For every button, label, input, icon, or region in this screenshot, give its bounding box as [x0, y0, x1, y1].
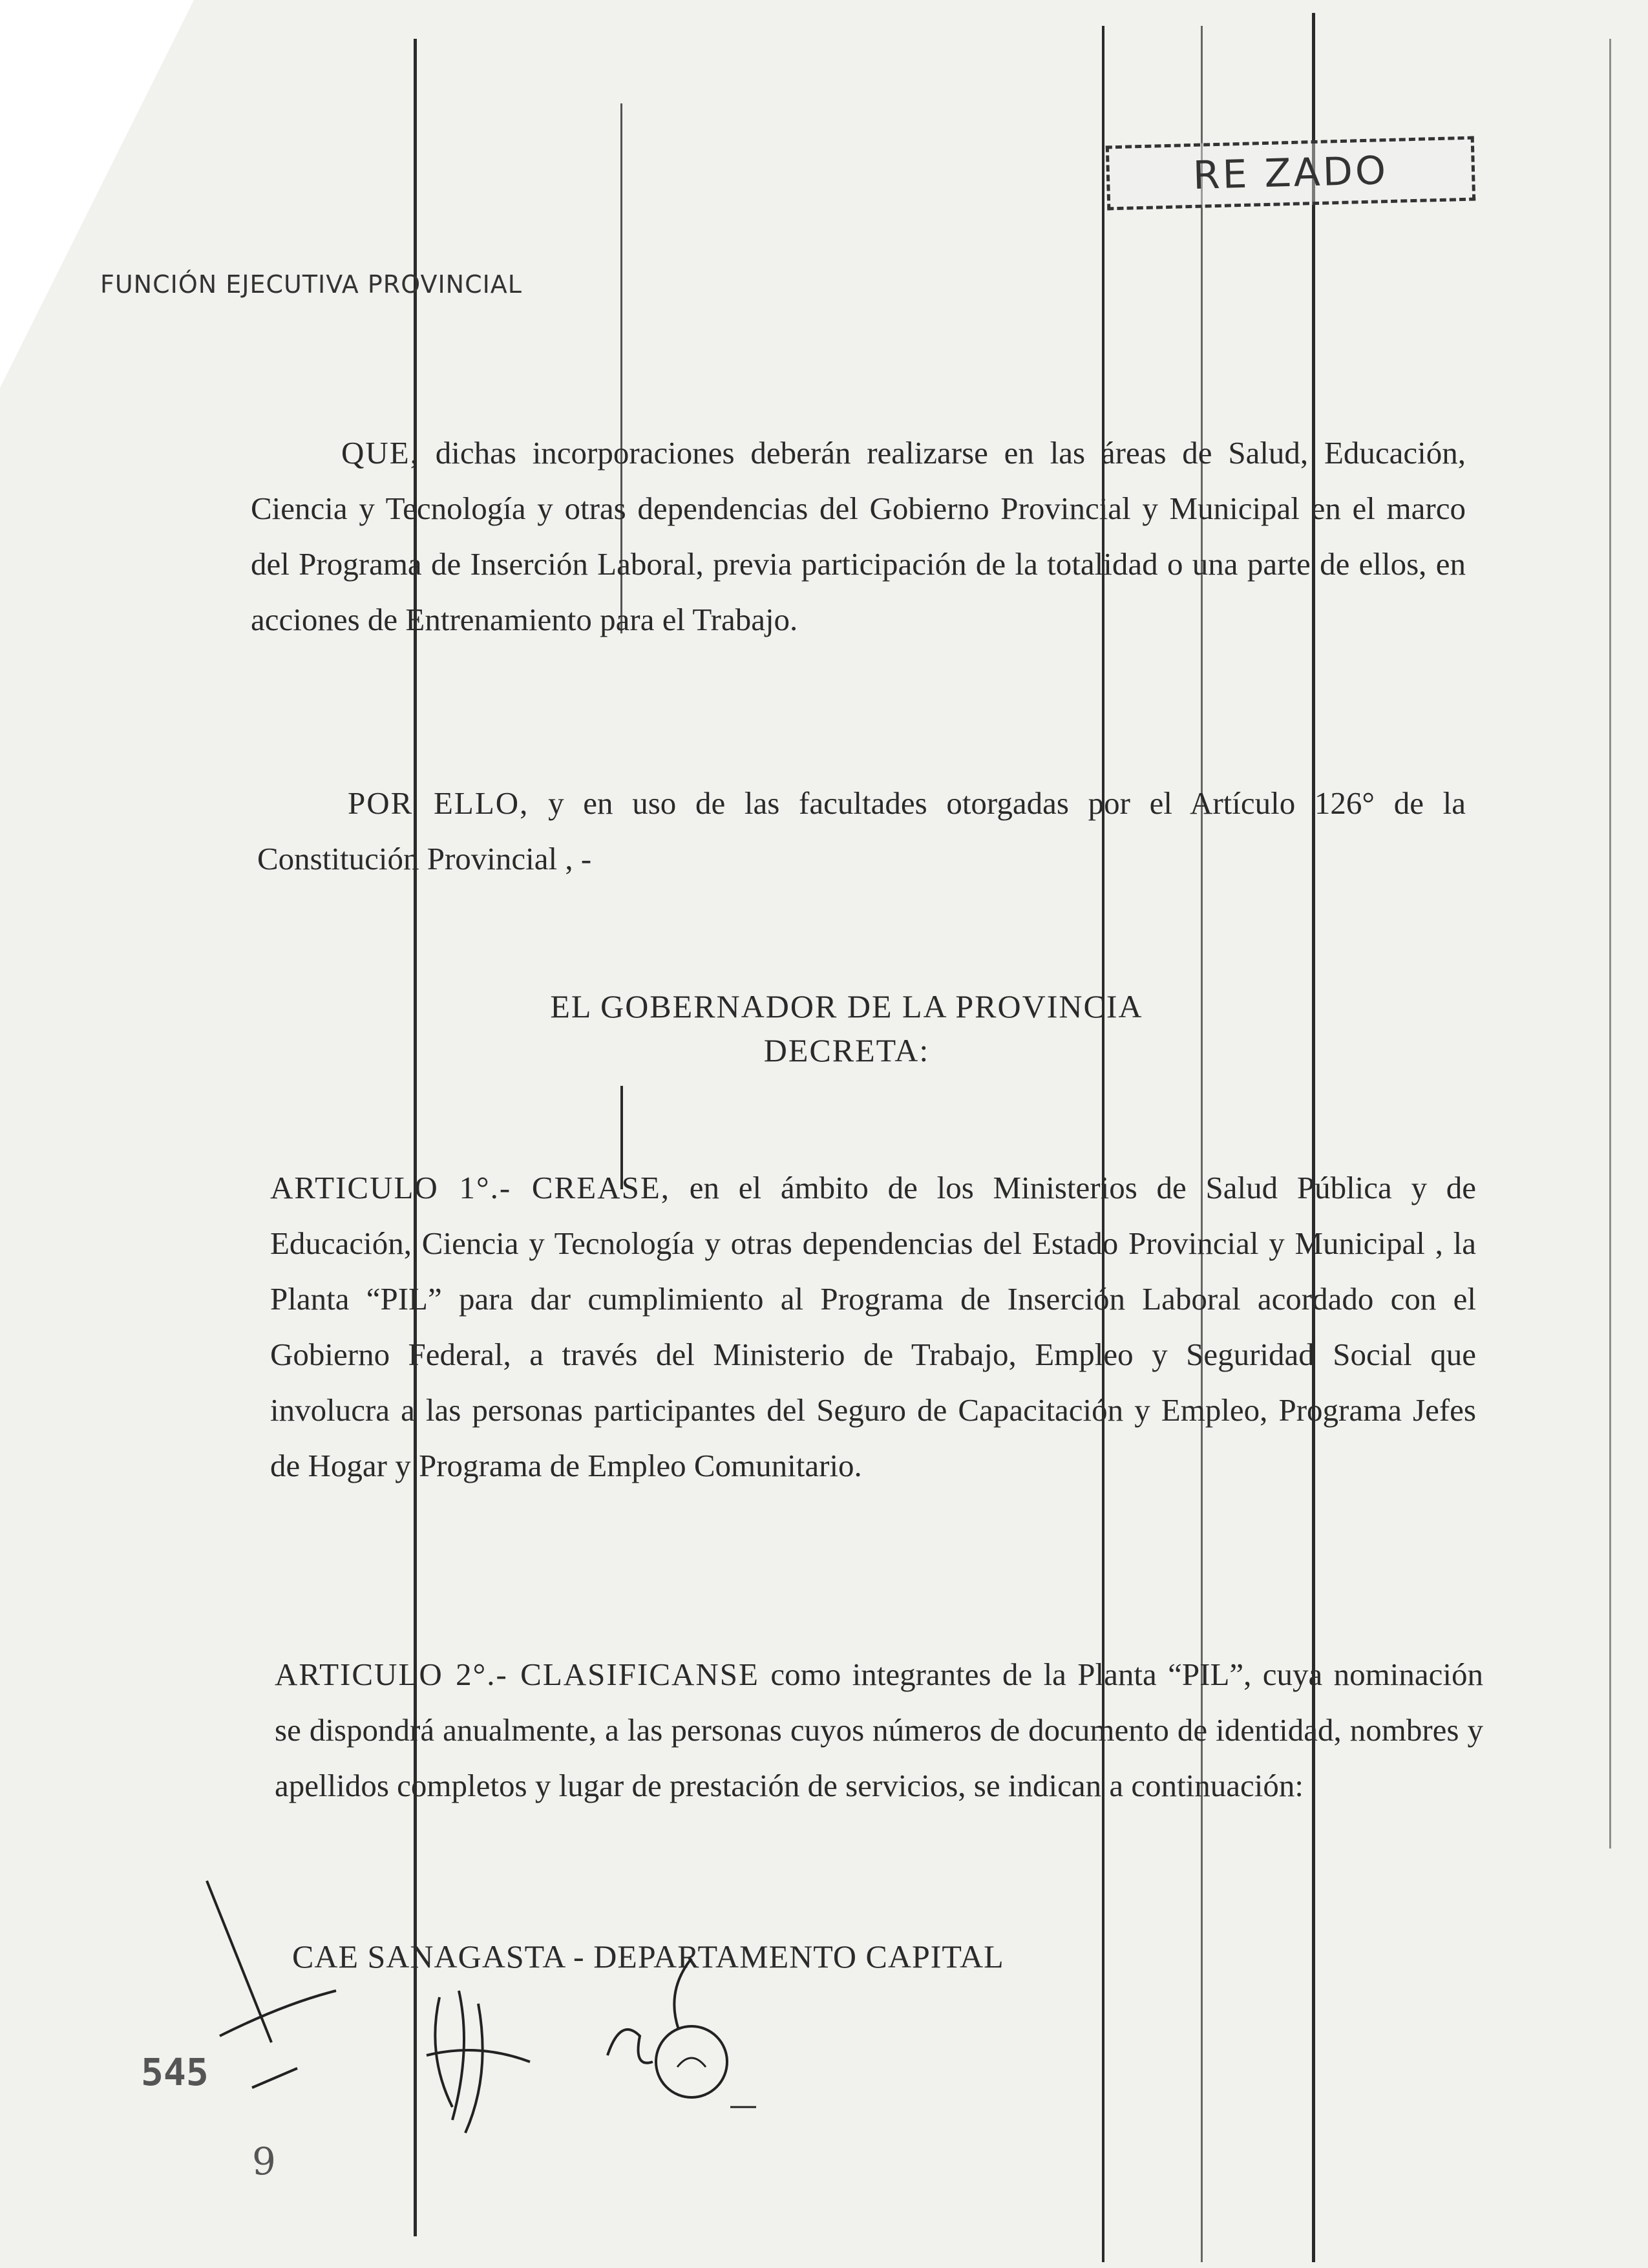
scan-line [414, 39, 417, 2236]
page-corner-fold [0, 0, 194, 388]
article-text: como integrantes de la Planta “PIL”, cuya nominación se dispondrá anualmente, a las personas cuyos números de documento de identidad, nombres y apellidos completos y lugar de prestación de servicios, se indican a continuación: [275, 1657, 1483, 1803]
signature-initials [595, 1952, 763, 2120]
scan-line [1312, 13, 1315, 2262]
scan-line [1201, 26, 1203, 2262]
paragraph-por-ello [257, 776, 1466, 887]
paragraph-lead: POR ELLO, [348, 785, 529, 821]
margin-cross-mark [194, 1874, 362, 2107]
governor-heading: EL GOBERNADOR DE LA PROVINCIA [550, 988, 1143, 1024]
signature-1 [414, 1978, 543, 2146]
article-text: en el ámbito de los Ministerios de Salud Pública y de Educación, Ciencia y Tecnología y otras dependencias del Estado Provincial y Municipal , la Planta “PIL” para dar cumplimiento al Programa de Inserción Laboral acordado con el Gobierno Federal, a través del Ministerio de Trabajo, Empleo y Seguridad Social que involucra a las personas participantes del Seguro de Capacitación y Empleo, Programa Jefes de Hogar y Programa de Empleo Comunitario. [270, 1170, 1477, 1483]
article-lead: ARTICULO 2°.- CLASIFICANSE [275, 1657, 759, 1692]
folio-number: 545 [141, 2050, 209, 2094]
processed-stamp: RE ZADO [1106, 136, 1475, 211]
scan-line [1102, 26, 1104, 2262]
paragraph-que [251, 425, 1466, 648]
document-header: FUNCIÓN EJECUTIVA PROVINCIAL [100, 270, 522, 299]
paragraph-text: dichas incorporaciones deberán realizarse en las áreas de Salud, Educación, Ciencia y Tecnología y otras dependencias del Gobierno Provincial y Municipal en el marco del Programa de Inserción Laboral, previa participación de la totalidad o una parte de ellos, en acciones de Entrenamiento para el Trabajo. [251, 435, 1466, 637]
article-lead: ARTICULO 1°.- CREASE, [270, 1170, 671, 1205]
handwritten-mark: 9 [252, 2139, 276, 2183]
paragraph-lead: QUE, [341, 435, 419, 471]
article-2 [275, 1647, 1483, 1814]
decree-heading [401, 988, 1293, 1069]
paragraph-text: y en uso de las facultades otorgadas por el Artículo 126° de la Constitución Provincial , - [257, 785, 1466, 876]
decreta-heading: DECRETA: [763, 1032, 930, 1068]
article-1 [270, 1160, 1476, 1494]
cae-location-line: CAE SANAGASTA - DEPARTAMENTO CAPITAL [292, 1938, 1004, 1975]
scan-line [1609, 39, 1611, 1849]
